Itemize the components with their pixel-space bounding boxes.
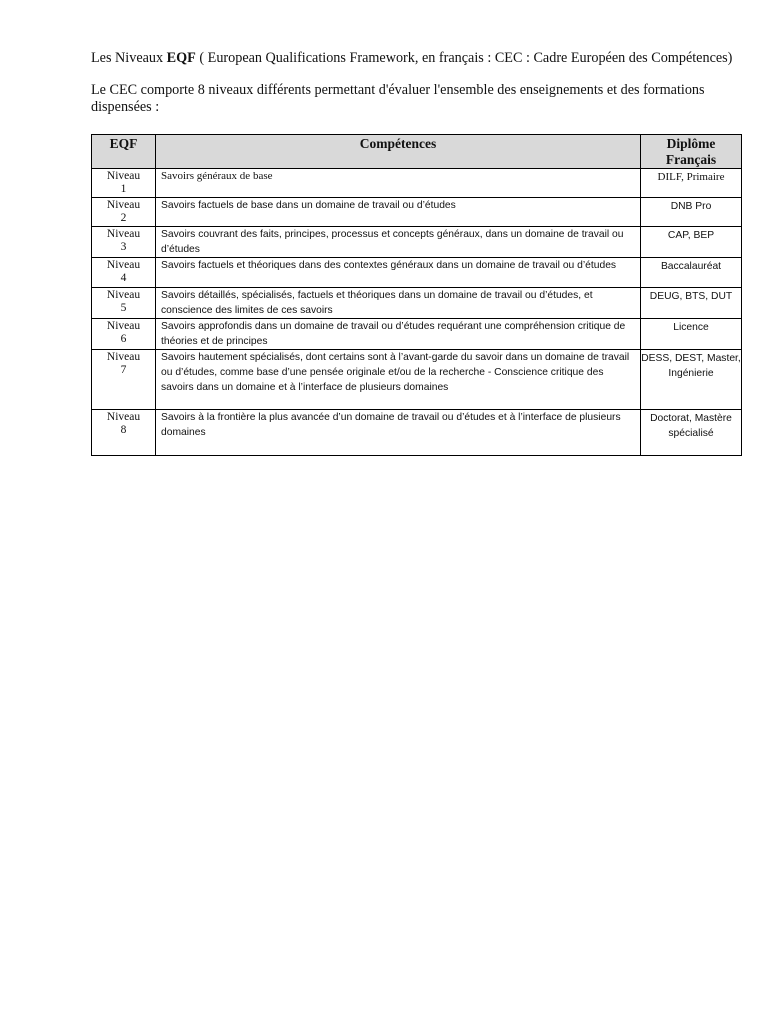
level-label: Niveau bbox=[106, 320, 141, 332]
diplome-cell: CAP, BEP bbox=[641, 227, 742, 258]
intro-eqf-bold: EQF bbox=[166, 50, 196, 66]
level-number: 5 bbox=[120, 302, 127, 314]
level-number: 8 bbox=[120, 424, 127, 436]
level-cell bbox=[92, 288, 156, 319]
table-header-row bbox=[92, 135, 742, 169]
competence-cell: Savoirs à la frontière la plus avancée d’un domaine de travail ou d’études et à l’interface de plusieurs domaines bbox=[156, 410, 641, 456]
diplome-cell: DNB Pro bbox=[641, 198, 742, 227]
table-row bbox=[92, 169, 742, 198]
competence-cell: Savoirs hautement spécialisés, dont certains sont à l’avant-garde du savoir dans un domaine de travail ou d’études, comme base d’une pensée originale et/ou de la recherche - Conscience critique des savoirs dans un domaine et à l’interface de plusieurs domaines bbox=[156, 350, 641, 410]
table-row bbox=[92, 350, 742, 410]
level-number: 6 bbox=[120, 333, 127, 345]
competence-cell: Savoirs approfondis dans un domaine de travail ou d’études requérant une compréhension critique de théories et de principes bbox=[156, 319, 641, 350]
eqf-levels-table bbox=[91, 134, 742, 456]
header-diplome: Diplôme Français bbox=[641, 135, 742, 169]
header-competences: Compétences bbox=[156, 135, 641, 169]
intro-text-start: Les Niveaux bbox=[91, 50, 167, 66]
table-row bbox=[92, 410, 742, 456]
table-row bbox=[92, 198, 742, 227]
intro-text-end: ( European Qualifications Framework, en français : CEC : Cadre Européen des Compétences) bbox=[195, 50, 733, 66]
competence-cell: Savoirs factuels et théoriques dans des contextes généraux dans un domaine de travail ou d’études bbox=[156, 258, 641, 288]
level-label: Niveau bbox=[106, 199, 141, 211]
table-row bbox=[92, 227, 742, 258]
level-number: 2 bbox=[120, 212, 127, 224]
diplome-cell: Baccalauréat bbox=[641, 258, 742, 288]
level-label: Niveau bbox=[106, 411, 141, 423]
level-number: 1 bbox=[120, 183, 127, 195]
competence-cell: Savoirs couvrant des faits, principes, processus et concepts généraux, dans un domaine de travail ou d’études bbox=[156, 227, 641, 258]
diplome-cell: Doctorat, Mastère spécialisé bbox=[641, 410, 742, 456]
level-label: Niveau bbox=[106, 259, 141, 271]
level-label: Niveau bbox=[106, 351, 141, 363]
level-cell bbox=[92, 169, 156, 198]
diplome-cell: Licence bbox=[641, 319, 742, 350]
level-number: 3 bbox=[120, 241, 127, 253]
intro-paragraph-2: Le CEC comporte 8 niveaux différents permettant d'évaluer l'ensemble des enseignements et des formations dispensées : bbox=[91, 82, 705, 115]
level-cell bbox=[92, 227, 156, 258]
diplome-cell: DILF, Primaire bbox=[641, 169, 742, 198]
level-label: Niveau bbox=[106, 170, 141, 182]
level-number: 7 bbox=[120, 364, 127, 376]
competence-cell: Savoirs factuels de base dans un domaine de travail ou d’études bbox=[156, 198, 641, 227]
document-page bbox=[91, 50, 741, 456]
level-label: Niveau bbox=[106, 228, 141, 240]
level-cell bbox=[92, 258, 156, 288]
diplome-cell: DESS, DEST, Master, Ingénierie bbox=[641, 350, 742, 410]
table-row bbox=[92, 319, 742, 350]
competence-cell: Savoirs détaillés, spécialisés, factuels et théoriques dans un domaine de travail ou d’études, et conscience des limites de ces savoirs bbox=[156, 288, 641, 319]
level-cell bbox=[92, 319, 156, 350]
level-number: 4 bbox=[120, 272, 127, 284]
header-eqf: EQF bbox=[92, 135, 156, 169]
diplome-cell: DEUG, BTS, DUT bbox=[641, 288, 742, 319]
intro-paragraph-1 bbox=[91, 50, 741, 67]
level-cell bbox=[92, 350, 156, 410]
table-row bbox=[92, 288, 742, 319]
competence-cell: Savoirs généraux de base bbox=[156, 169, 641, 198]
level-cell bbox=[92, 410, 156, 456]
level-label: Niveau bbox=[106, 289, 141, 301]
level-cell bbox=[92, 198, 156, 227]
table-row bbox=[92, 258, 742, 288]
